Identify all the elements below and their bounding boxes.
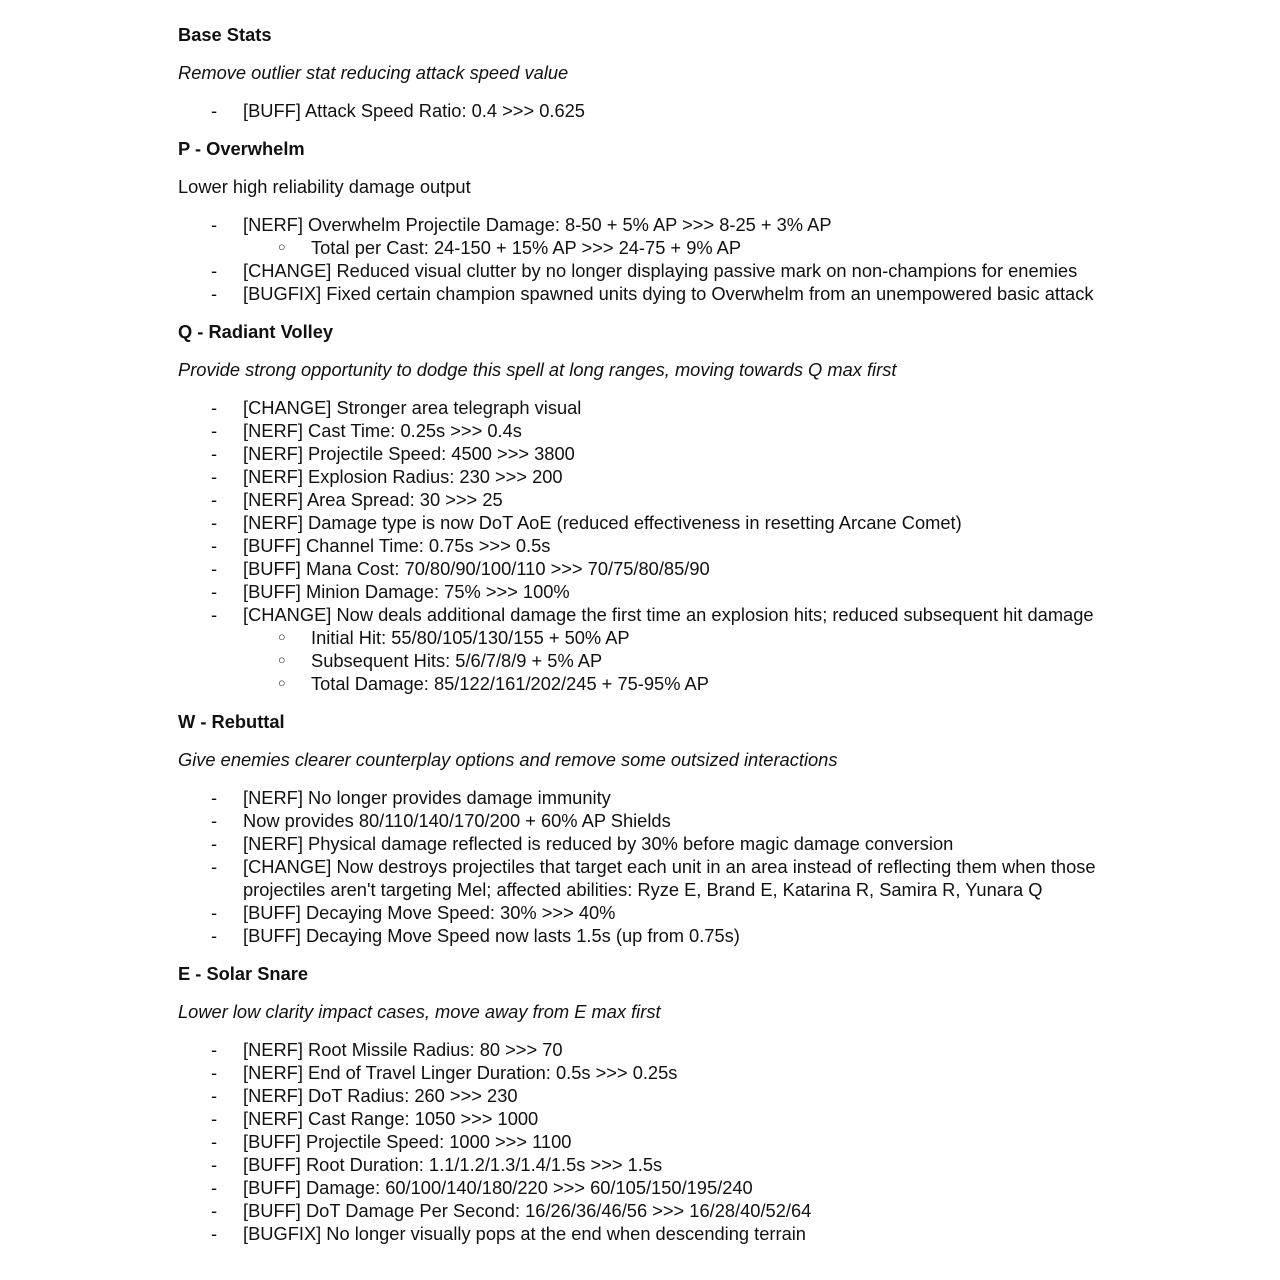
- change-item-text: [BUGFIX] Fixed certain champion spawned units dying to Overwhelm from an unempowered basic attack: [243, 283, 1094, 304]
- change-item: [178, 1084, 1103, 1107]
- change-item-text: [BUFF] Damage: 60/100/140/180/220 >>> 60/105/150/195/240: [243, 1177, 753, 1198]
- section-heading: P - Overwhelm: [178, 138, 305, 159]
- ability-section-base-stats: [178, 23, 1103, 122]
- change-item: [178, 99, 1103, 122]
- dash-bullet-icon: -: [211, 397, 218, 418]
- change-subitem: [178, 236, 1103, 259]
- change-item: [178, 511, 1103, 534]
- change-list: [178, 99, 1103, 122]
- change-subitem: [178, 626, 1103, 649]
- change-item: [178, 534, 1103, 557]
- dash-bullet-icon: -: [211, 100, 218, 121]
- dash-bullet-icon: -: [211, 581, 218, 602]
- change-item-text: Total per Cast: 24-150 + 15% AP >>> 24-75 + 9% AP: [311, 237, 742, 258]
- dash-bullet-icon: -: [211, 1108, 218, 1129]
- dash-bullet-icon: -: [211, 443, 218, 464]
- change-subitem: [178, 649, 1103, 672]
- section-description: Lower high reliability damage output: [178, 176, 471, 197]
- section-heading: E - Solar Snare: [178, 963, 309, 984]
- change-item: [178, 442, 1103, 465]
- section-description: Provide strong opportunity to dodge this spell at long ranges, moving towards Q max first: [178, 359, 897, 380]
- change-item: [178, 786, 1103, 809]
- dash-bullet-icon: -: [211, 535, 218, 556]
- change-item: [178, 213, 1103, 236]
- change-item: [178, 282, 1103, 305]
- change-item: [178, 557, 1103, 580]
- change-item-text: [NERF] Damage type is now DoT AoE (reduced effectiveness in resetting Arcane Comet): [243, 512, 962, 533]
- change-item: [178, 603, 1103, 626]
- dash-bullet-icon: -: [211, 466, 218, 487]
- section-heading: W - Rebuttal: [178, 711, 285, 732]
- dash-bullet-icon: -: [211, 1223, 218, 1244]
- change-item: [178, 901, 1103, 924]
- section-heading: Base Stats: [178, 24, 272, 45]
- ability-section-e-solar-snare: [178, 962, 1103, 1245]
- change-item-text: [NERF] Explosion Radius: 230 >>> 200: [243, 466, 563, 487]
- dash-bullet-icon: -: [211, 558, 218, 579]
- change-item: [178, 1153, 1103, 1176]
- change-item-text: [NERF] Cast Range: 1050 >>> 1000: [243, 1108, 539, 1129]
- change-item-text: [BUFF] Channel Time: 0.75s >>> 0.5s: [243, 535, 551, 556]
- change-item: [178, 832, 1103, 855]
- change-item: [178, 924, 1103, 947]
- change-list: [178, 396, 1103, 695]
- change-item-text: [NERF] Physical damage reflected is reduced by 30% before magic damage conversion: [243, 833, 954, 854]
- change-item-text: [NERF] Root Missile Radius: 80 >>> 70: [243, 1039, 563, 1060]
- change-item-text: [CHANGE] Now deals additional damage the first time an explosion hits; reduced subsequent hit damage: [243, 604, 1094, 625]
- circle-bullet-icon: ○: [278, 240, 286, 254]
- change-item-text: [BUFF] Decaying Move Speed now lasts 1.5s (up from 0.75s): [243, 925, 740, 946]
- change-item: [178, 1176, 1103, 1199]
- change-item-text: [BUFF] Attack Speed Ratio: 0.4 >>> 0.625: [243, 100, 585, 121]
- change-item: [178, 1107, 1103, 1130]
- change-item-text: [BUFF] Decaying Move Speed: 30% >>> 40%: [243, 902, 616, 923]
- circle-bullet-icon: ○: [278, 676, 286, 690]
- change-item-text: [BUFF] Mana Cost: 70/80/90/100/110 >>> 70/75/80/85/90: [243, 558, 710, 579]
- dash-bullet-icon: -: [211, 260, 218, 281]
- change-item-text: [BUFF] Projectile Speed: 1000 >>> 1100: [243, 1131, 572, 1152]
- ability-section-w-rebuttal: [178, 710, 1103, 947]
- dash-bullet-icon: -: [211, 810, 218, 831]
- change-item-text: [CHANGE] Now destroys projectiles that target each unit in an area instead of reflecting them when those projectiles aren't targeting Mel; affected abilities: Ryze E, Brand E, Katarina R, Samira R, Yunara Q: [243, 856, 1096, 900]
- change-item-text: [NERF] Area Spread: 30 >>> 25: [243, 489, 503, 510]
- change-item: [178, 488, 1103, 511]
- dash-bullet-icon: -: [211, 1177, 218, 1198]
- circle-bullet-icon: ○: [278, 653, 286, 667]
- change-item-text: Now provides 80/110/140/170/200 + 60% AP Shields: [243, 810, 671, 831]
- change-item-text: [CHANGE] Reduced visual clutter by no longer displaying passive mark on non-champions for enemies: [243, 260, 1078, 281]
- change-item: [178, 1222, 1103, 1245]
- change-item: [178, 1038, 1103, 1061]
- section-description: Give enemies clearer counterplay options and remove some outsized interactions: [178, 749, 838, 770]
- change-item-text: [CHANGE] Stronger area telegraph visual: [243, 397, 582, 418]
- change-list: [178, 213, 1103, 305]
- dash-bullet-icon: -: [211, 489, 218, 510]
- change-item-text: [NERF] Cast Time: 0.25s >>> 0.4s: [243, 420, 522, 441]
- change-list: [178, 1038, 1103, 1245]
- section-heading: Q - Radiant Volley: [178, 321, 334, 342]
- change-item: [178, 809, 1103, 832]
- dash-bullet-icon: -: [211, 1131, 218, 1152]
- change-item-text: Initial Hit: 55/80/105/130/155 + 50% AP: [311, 627, 630, 648]
- dash-bullet-icon: -: [211, 512, 218, 533]
- change-item: [178, 580, 1103, 603]
- dash-bullet-icon: -: [211, 902, 218, 923]
- change-item: [178, 1061, 1103, 1084]
- ability-section-p-overwhelm: [178, 137, 1103, 305]
- change-item-text: Subsequent Hits: 5/6/7/8/9 + 5% AP: [311, 650, 603, 671]
- change-item-text: [BUFF] Root Duration: 1.1/1.2/1.3/1.4/1.5s >>> 1.5s: [243, 1154, 663, 1175]
- ability-section-q-radiant-volley: [178, 320, 1103, 695]
- change-item-text: [BUFF] Minion Damage: 75% >>> 100%: [243, 581, 570, 602]
- dash-bullet-icon: -: [211, 833, 218, 854]
- dash-bullet-icon: -: [211, 787, 218, 808]
- change-item: [178, 1130, 1103, 1153]
- dash-bullet-icon: -: [211, 214, 218, 235]
- dash-bullet-icon: -: [211, 856, 218, 877]
- circle-bullet-icon: ○: [278, 630, 286, 644]
- dash-bullet-icon: -: [211, 1154, 218, 1175]
- dash-bullet-icon: -: [211, 1200, 218, 1221]
- change-list: [178, 786, 1103, 947]
- change-item: [178, 419, 1103, 442]
- dash-bullet-icon: -: [211, 1062, 218, 1083]
- change-item: [178, 465, 1103, 488]
- change-item-text: [NERF] Projectile Speed: 4500 >>> 3800: [243, 443, 575, 464]
- change-item-text: [BUGFIX] No longer visually pops at the end when descending terrain: [243, 1223, 806, 1244]
- change-item-text: Total Damage: 85/122/161/202/245 + 75-95% AP: [311, 673, 709, 694]
- change-item: [178, 259, 1103, 282]
- dash-bullet-icon: -: [211, 925, 218, 946]
- change-item: [178, 1199, 1103, 1222]
- dash-bullet-icon: -: [211, 1085, 218, 1106]
- change-item-text: [BUFF] DoT Damage Per Second: 16/26/36/46/56 >>> 16/28/40/52/64: [243, 1200, 812, 1221]
- change-item-text: [NERF] Overwhelm Projectile Damage: 8-50 + 5% AP >>> 8-25 + 3% AP: [243, 214, 832, 235]
- change-subitem: [178, 672, 1103, 695]
- change-item-text: [NERF] End of Travel Linger Duration: 0.5s >>> 0.25s: [243, 1062, 678, 1083]
- dash-bullet-icon: -: [211, 1039, 218, 1060]
- change-item-text: [NERF] DoT Radius: 260 >>> 230: [243, 1085, 518, 1106]
- change-item-text: [NERF] No longer provides damage immunity: [243, 787, 611, 808]
- dash-bullet-icon: -: [211, 420, 218, 441]
- change-item: [178, 855, 1103, 901]
- section-description: Remove outlier stat reducing attack speed value: [178, 62, 569, 83]
- change-item: [178, 396, 1103, 419]
- section-description: Lower low clarity impact cases, move away from E max first: [178, 1001, 661, 1022]
- dash-bullet-icon: -: [211, 604, 218, 625]
- dash-bullet-icon: -: [211, 283, 218, 304]
